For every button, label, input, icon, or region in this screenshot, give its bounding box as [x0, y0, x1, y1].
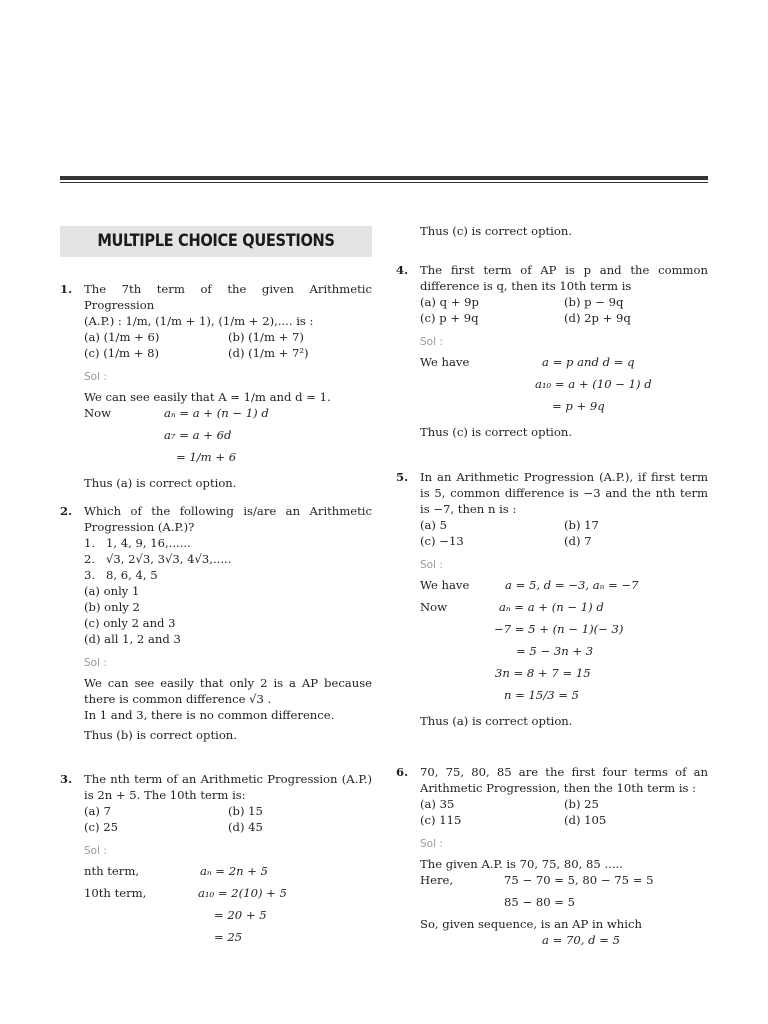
step-label: Here,: [420, 873, 454, 888]
question-4: [396, 263, 708, 441]
option-c: (c) −13: [420, 533, 464, 548]
question-text-line2: (A.P.) : 1/m, (1/m + 1), (1/m + 2),.... is :: [84, 313, 314, 328]
option-c: (c) p + 9q: [420, 310, 479, 325]
equation: a₇ = a + 6d: [164, 428, 232, 443]
sol-label: Sol :: [420, 837, 443, 850]
now-label: Now: [84, 406, 112, 421]
question-2: [60, 504, 372, 744]
equation-row: [420, 622, 708, 644]
option-a: (a) (1/m + 6): [84, 329, 160, 344]
option-d: (d) (1/m + 7²): [228, 345, 309, 360]
equation-row: [420, 377, 708, 399]
options: [84, 804, 372, 836]
option-b: (b) 17: [564, 517, 599, 532]
statement: [84, 568, 372, 584]
statement: [84, 552, 372, 568]
option-c: (c) only 2 and 3: [84, 615, 176, 630]
step-label: We have: [420, 355, 470, 370]
equation: = 1/m + 6: [176, 450, 237, 465]
equation-row: [84, 930, 372, 952]
equation: a₁₀ = a + (10 − 1) d: [535, 377, 652, 392]
sol-label: Sol :: [420, 335, 443, 348]
statement-number: 3.: [84, 567, 96, 582]
section-title: MULTIPLE CHOICE QUESTIONS: [97, 230, 335, 251]
conclusion: Thus (c) is correct option.: [420, 224, 573, 238]
equation: 85 − 80 = 5: [504, 895, 576, 910]
option-a: (a) q + 9p: [420, 294, 479, 309]
equation: aₙ = a + (n − 1) d: [499, 600, 604, 615]
option-a: (a) 5: [420, 517, 448, 532]
header-rule: [60, 176, 708, 183]
equation: = 20 + 5: [214, 908, 267, 923]
equation: = 25: [214, 930, 243, 945]
equation-row: [84, 864, 372, 886]
equation: 3n = 8 + 7 = 15: [495, 666, 591, 681]
option-b: (b) (1/m + 7): [228, 329, 304, 344]
question-number: 1.: [60, 282, 73, 296]
solution-line: So, given sequence, is an AP in which: [420, 917, 642, 932]
equation: a = 5, d = −3, aₙ = −7: [505, 578, 639, 593]
equation: aₙ = 2n + 5: [200, 864, 269, 879]
question-3: [60, 772, 372, 952]
step-label: 10th term,: [84, 886, 147, 901]
step-label: nth term,: [84, 864, 140, 879]
equation-row: [420, 644, 708, 666]
section-banner: [60, 226, 372, 257]
equation-row: [420, 600, 708, 622]
statement: [84, 536, 372, 552]
equation-row: [420, 666, 708, 688]
sol-label: Sol :: [84, 370, 107, 383]
step-label: Now: [420, 600, 448, 615]
statement-number: 1.: [84, 535, 96, 550]
equation-row: [84, 908, 372, 930]
conclusion: Thus (a) is correct option.: [420, 714, 573, 729]
equation-row: [84, 886, 372, 908]
question-number: 5.: [396, 470, 409, 484]
equation-row: [420, 399, 708, 421]
option-b: (b) only 2: [84, 599, 140, 614]
question-text: Which of the following is/are an Arithmetic Progression (A.P.)?: [84, 504, 372, 534]
solution-line: The given A.P. is 70, 75, 80, 85 .....: [420, 857, 623, 872]
sol-label: Sol :: [420, 558, 443, 571]
conclusion: Thus (a) is correct option.: [84, 476, 237, 491]
options: [420, 518, 708, 550]
option-c: (c) (1/m + 8): [84, 345, 160, 360]
conclusion: Thus (c) is correct option.: [420, 425, 573, 440]
option-a: (a) 35: [420, 796, 455, 811]
option-d: (d) 2p + 9q: [564, 310, 631, 325]
option-b: (b) 15: [228, 803, 263, 818]
equation: = 5 − 3n + 3: [516, 644, 594, 659]
solution-line: In 1 and 3, there is no common difference.: [84, 708, 335, 723]
question-text: 70, 75, 80, 85 are the first four terms of an Arithmetic Progression, then the 10th term is :: [420, 765, 708, 795]
equation-row: [420, 578, 708, 600]
option-c: (c) 115: [420, 812, 462, 827]
option-a: (a) only 1: [84, 583, 140, 598]
equation-row: [84, 406, 372, 428]
equation: 75 − 70 = 5, 80 − 75 = 5: [504, 873, 654, 888]
equation: n = 15/3 = 5: [504, 688, 580, 703]
equation-row: [420, 873, 708, 895]
rule-thick: [60, 176, 708, 180]
equation: = p + 9q: [552, 399, 605, 414]
option-d: (d) 7: [564, 533, 592, 548]
equation-row: [420, 895, 708, 917]
option-c: (c) 25: [84, 819, 118, 834]
question-number: 3.: [60, 772, 73, 786]
question-text-line1: The 7th term of the given Arithmetic Progression: [84, 282, 372, 312]
options: [84, 330, 372, 362]
question-number: 2.: [60, 504, 73, 518]
option-d: (d) 45: [228, 819, 263, 834]
options: [420, 295, 708, 327]
solution-line: We can see easily that only 2 is a AP because there is common difference √3 .: [84, 676, 372, 707]
question-1: [60, 282, 372, 492]
equation: −7 = 5 + (n − 1)(− 3): [494, 622, 624, 637]
equation-row: [84, 450, 372, 472]
statement-text: 8, 6, 4, 5: [106, 567, 158, 582]
option-b: (b) p − 9q: [564, 294, 624, 309]
question-5: [396, 470, 708, 730]
equation-row: [420, 355, 708, 377]
statement-number: 2.: [84, 551, 96, 566]
options: [420, 797, 708, 829]
rule-thin: [60, 182, 708, 183]
equation: a = p and d = q: [542, 355, 635, 370]
option-d: (d) 105: [564, 812, 607, 827]
solution-line: We can see easily that A = 1/m and d = 1.: [84, 390, 331, 405]
equation: aₙ = a + (n − 1) d: [164, 406, 269, 421]
question-text: The nth term of an Arithmetic Progression (A.P.) is 2n + 5. The 10th term is:: [84, 772, 372, 802]
equation-row: [420, 933, 708, 955]
question-text: In an Arithmetic Progression (A.P.), if first term is 5, common difference is −3 and the nth term is −7, then n is :: [420, 470, 708, 516]
option-b: (b) 25: [564, 796, 599, 811]
sol-label: Sol :: [84, 844, 107, 857]
question-number: 4.: [396, 263, 409, 277]
equation-row: [84, 428, 372, 450]
statement-text: 1, 4, 9, 16,......: [106, 535, 191, 550]
carried-conclusion: [420, 224, 708, 240]
option-a: (a) 7: [84, 803, 112, 818]
question-6: [396, 765, 708, 955]
statement-text: √3, 2√3, 3√3, 4√3,.....: [106, 551, 232, 566]
sol-label: Sol :: [84, 656, 107, 669]
option-d: (d) all 1, 2 and 3: [84, 631, 181, 646]
conclusion: Thus (b) is correct option.: [84, 728, 237, 743]
question-number: 6.: [396, 765, 409, 779]
equation-row: [420, 688, 708, 710]
question-text: The first term of AP is p and the common difference is q, then its 10th term is: [420, 263, 708, 293]
step-label: We have: [420, 578, 470, 593]
equation: a₁₀ = 2(10) + 5: [198, 886, 287, 901]
equation: a = 70, d = 5: [542, 933, 621, 948]
